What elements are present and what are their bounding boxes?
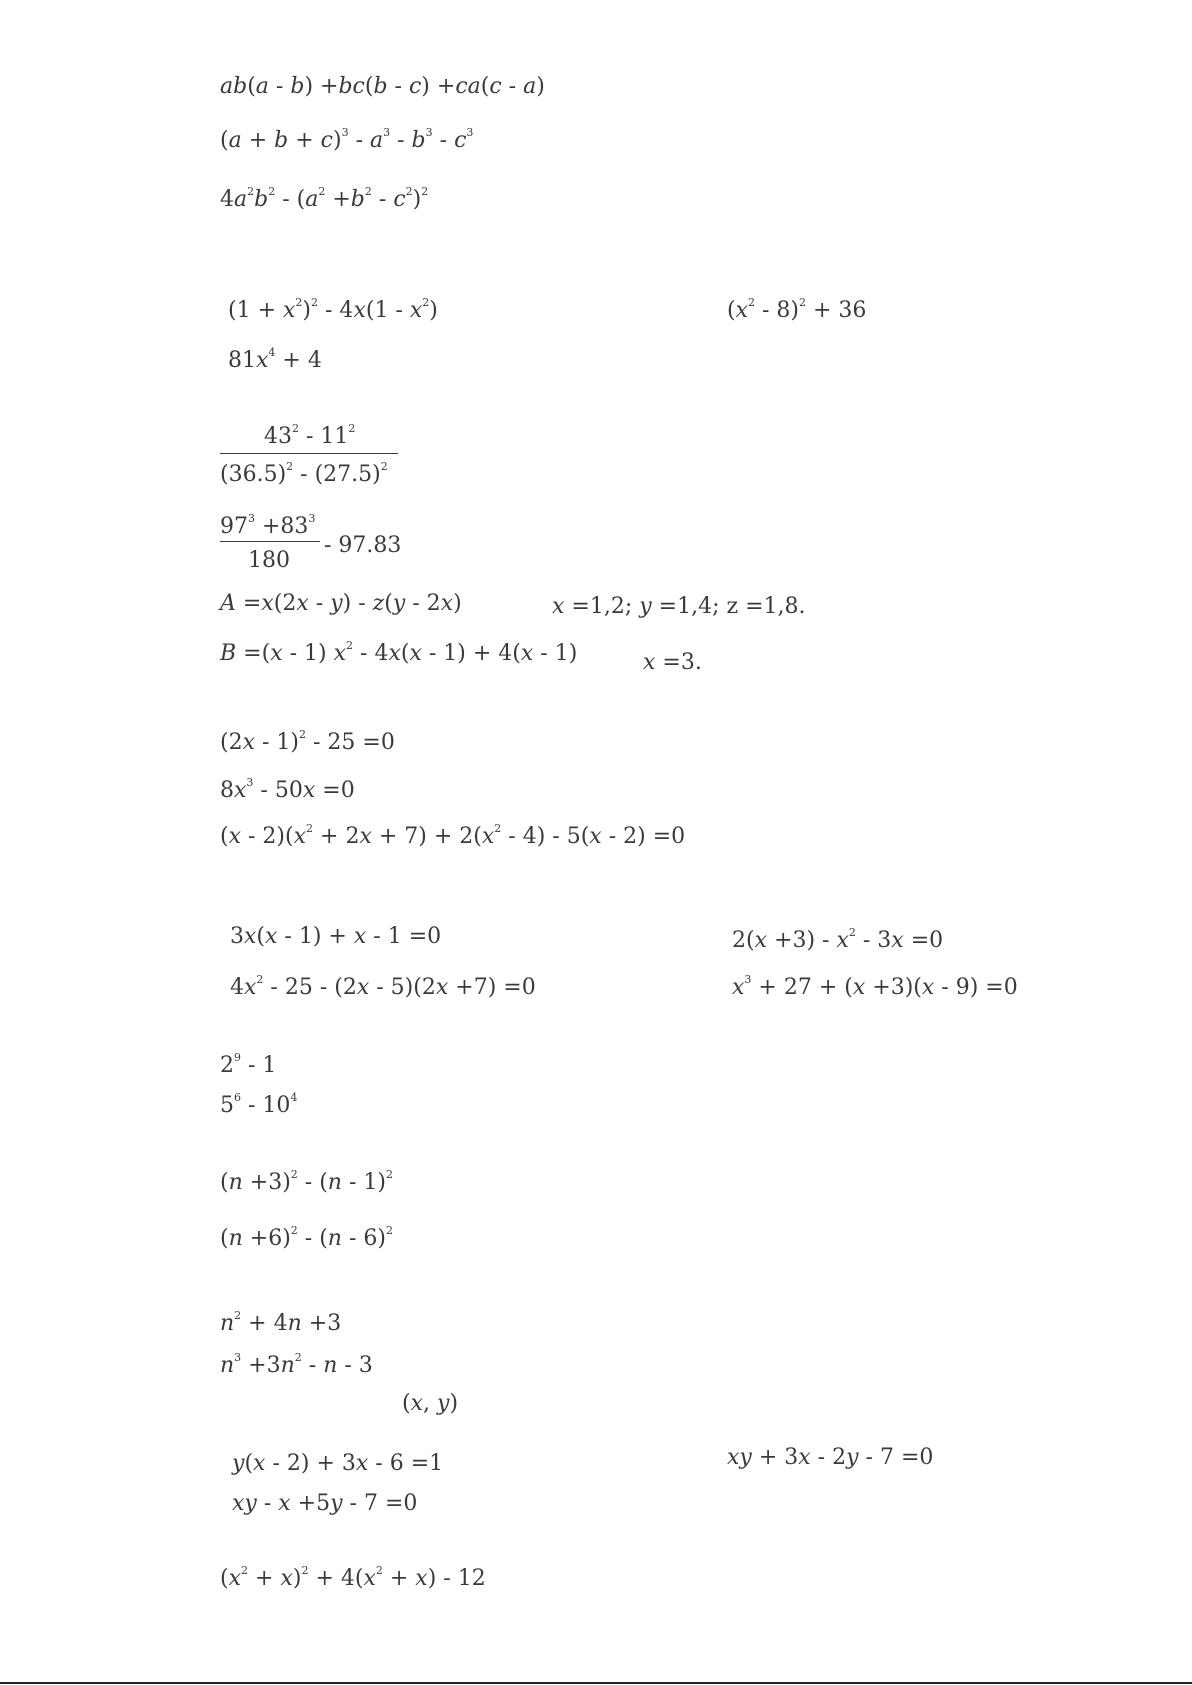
page-bottom-border	[0, 1682, 1192, 1684]
equation-24: $n^2 + 4n +3$	[220, 1309, 342, 1336]
equation-11: B =(x - 1) $x^2 - 4x(x - 1) + 4(x - 1)$	[220, 639, 578, 666]
equation-1: ab(a - b) +bc(b - c) +ca(c - a)	[220, 74, 545, 99]
equation-27: y(x - 2) + 3x - 6 =1	[232, 1451, 444, 1476]
equation-6: $81x^4 + 4$	[228, 346, 322, 373]
equation-29: xy - x +5y - 7 =0	[232, 1491, 418, 1516]
equation-4: $(1 + x^2)^2 - 4x(1 - x^2)$	[228, 296, 438, 323]
equation-14: $8x^3 - 50x =0$	[220, 776, 355, 803]
equation-16: 3x(x - 1) + x - 1 =0	[230, 924, 442, 949]
equation-28: xy + 3x - 2y - 7 =0	[727, 1445, 934, 1470]
equation-2: $(a + b + c)^3 - a^3 - b^3 - c^3$	[220, 126, 474, 153]
equation-20: $2^9 - 1$	[220, 1051, 277, 1078]
equation-22: $(n +3)^2 - (n - 1)^2$	[220, 1168, 393, 1195]
equation-13: (2x - 1)$^2$ - 25 =0	[220, 728, 395, 755]
equation-12: x =3.	[643, 650, 702, 675]
equation-10: x =1,2; y =1,4; z =1,8.	[552, 594, 806, 619]
equation-8: $97^3 +83^3$ 180 - 97.83	[220, 512, 402, 573]
equation-21: $5^6 - 10^4$	[220, 1091, 298, 1118]
equation-3: $4a^2b^2 - (a^2 +b^2 - c^2)^2$	[220, 185, 429, 212]
equation-17: $2(x +3) - x^2 - 3x =0$	[732, 926, 944, 953]
equation-26: (x, y)	[402, 1391, 459, 1416]
equation-30: $(x^2 + x)^2 + 4(x^2 + x) - 12$	[220, 1564, 486, 1591]
equation-5: $(x^2 - 8)^2 + 36$	[727, 296, 867, 323]
equation-9: A =x(2x - y) - z(y - 2x)	[220, 591, 462, 616]
equation-7: $43^2 - 11^2$ $(36.5)^2 - (27.5)^2$	[220, 420, 400, 490]
equation-19: $x^3 + 27 + (x +3)(x - 9) =0$	[732, 973, 1018, 1000]
equation-23: $(n +6)^2 - (n - 6)^2$	[220, 1224, 393, 1251]
equation-18: $4x^2 - 25 - (2x - 5)(2x +7) =0$	[230, 973, 536, 1000]
equation-25: $n^3 +3n^2 - n - 3$	[220, 1351, 373, 1378]
equation-15: $(x - 2)(x^2 + 2x + 7) + 2(x^2 - 4) - 5(x - 2) =0$	[220, 822, 686, 849]
